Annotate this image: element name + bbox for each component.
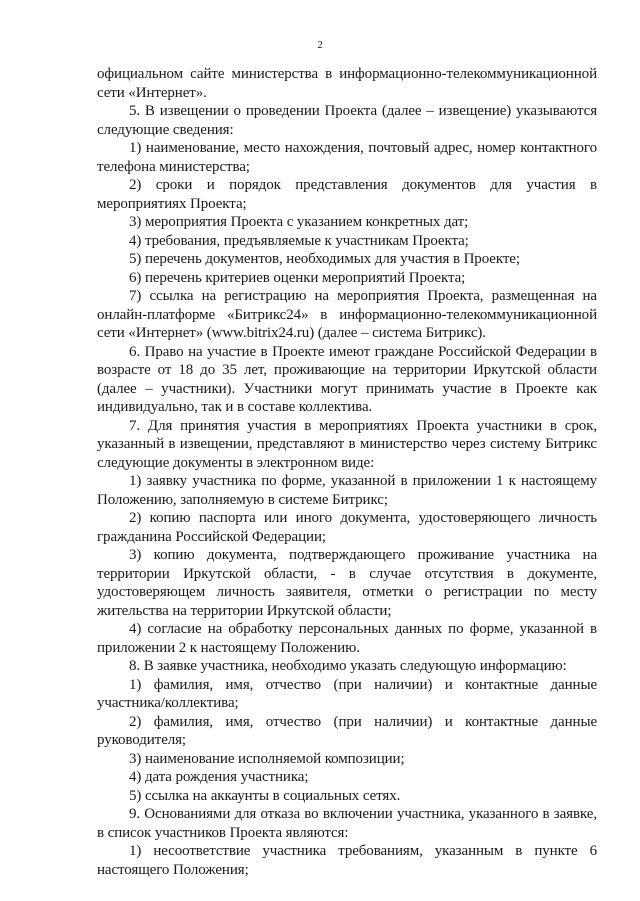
paragraph-item-5: 5. В извещении о проведении Проекта (далее – извещение) указываются следующие сведения: bbox=[97, 103, 597, 138]
subitem-5-5: 5) перечень документов, необходимых для участия в Проекте; bbox=[129, 251, 520, 267]
subitem-5-4: 4) требования, предъявляемые к участникам Проекта; bbox=[129, 232, 469, 249]
subitem-5-7: 7) ссылка на регистрацию на мероприятия Проекта, размещенная на онлайн-платформе «Битрикс24» в информационно-телекоммуникационной сети «Интернет» (www.bitrix24.ru) (далее – система Битрикс). bbox=[97, 288, 597, 341]
subitem-5-1: 1) наименование, место нахождения, почтовый адрес, номер контактного телефона министерства; bbox=[97, 140, 597, 175]
subitem-8-2: 2) фамилия, имя, отчество (при наличии) и контактные данные руководителя; bbox=[97, 713, 597, 748]
subitem-7-3: 3) копию документа, подтверждающего проживание участника на территории Иркутской области, - в случае отсутствия в документе, удостоверяющем личность заявителя, отметки о регистрации по месту жительства на территории Иркутской области; bbox=[97, 547, 597, 619]
page-number: 2 bbox=[317, 39, 323, 51]
subitem-8-3: 3) наименование исполняемой композиции; bbox=[129, 750, 405, 767]
paragraph-item-7: 7. Для принятия участия в мероприятиях Проекта участники в срок, указанный в извещении, представляют в министерство через систему Битрикс следующие документы в электронном виде: bbox=[97, 417, 597, 471]
paragraph-item-6: 6. Право на участие в Проекте имеют граждане Российской Федерации в возрасте от 18 до 35 лет, проживающие на территории Иркутской области (далее – участники). Участники могут принимать участие в Проекте как индивидуально, так и в составе коллектива. bbox=[97, 343, 597, 415]
paragraph-item-8: 8. В заявке участника, необходимо указать следующую информацию: bbox=[129, 658, 567, 674]
subitem-8-4: 4) дата рождения участника; bbox=[129, 769, 309, 785]
subitem-8-1: 1) фамилия, имя, отчество (при наличии) и контактные данные участника/коллектива; bbox=[97, 676, 597, 711]
subitem-5-6: 6) перечень критериев оценки мероприятий Проекта; bbox=[129, 269, 466, 286]
subitem-7-1: 1) заявку участника по форме, указанной в приложении 1 к настоящему Положению, заполняемую в системе Битрикс; bbox=[97, 473, 597, 508]
subitem-5-2: 2) сроки и порядок представления документов для участия в мероприятиях Проекта; bbox=[97, 177, 597, 212]
document-body bbox=[97, 65, 597, 879]
subitem-7-2: 2) копию паспорта или иного документа, удостоверяющего личность гражданина Российской Федерации; bbox=[97, 510, 597, 545]
paragraph-continuation: официальном сайте министерства в информационно-телекоммуникационной сети «Интернет». bbox=[97, 66, 597, 101]
subitem-7-4: 4) согласие на обработку персональных данных по форме, указанной в приложении 2 к настоящему Положению. bbox=[97, 621, 597, 656]
subitem-9-1: 1) несоответствие участника требованиям, указанным в пункте 6 настоящего Положения; bbox=[97, 843, 597, 878]
subitem-8-5: 5) ссылка на аккаунты в социальных сетях. bbox=[129, 787, 401, 804]
paragraph-item-9: 9. Основаниями для отказа во включении участника, указанного в заявке, в список участников Проекта являются: bbox=[97, 806, 597, 841]
subitem-5-3: 3) мероприятия Проекта с указанием конкретных дат; bbox=[129, 214, 469, 230]
